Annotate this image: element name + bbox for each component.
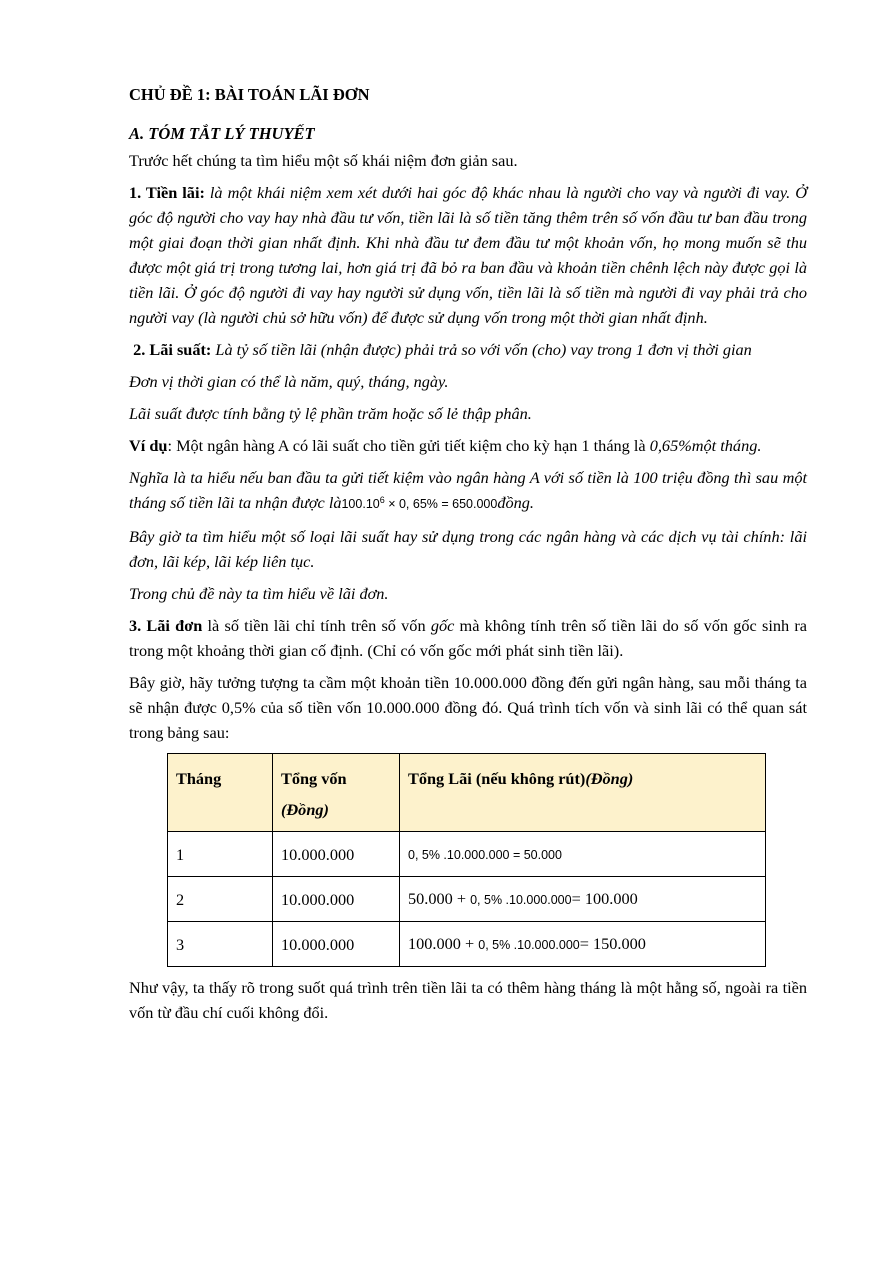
formula-rest: × 0, 65% = 650.000 — [384, 497, 498, 511]
header-capital-unit: (Đồng) — [281, 800, 329, 819]
table-row — [168, 832, 766, 877]
formula-interest — [341, 494, 498, 511]
cell-interest-formula: 0, 5% .10.000.000 = 50.000 — [408, 847, 562, 862]
formula-exponent: 6 — [379, 494, 385, 505]
cell-interest-post: = 150.000 — [579, 933, 646, 953]
paragraph-meaning — [129, 465, 807, 517]
header-capital-label: Tổng vốn — [281, 769, 347, 788]
formula-base: 100.10 — [341, 497, 380, 511]
cell-interest-pre: 50.000 + — [408, 888, 471, 908]
cell-month: 3 — [168, 922, 273, 967]
paragraph-rate-calc: Lãi suất được tính bằng tỷ lệ phần trăm hoặc số lẻ thập phân. — [129, 404, 532, 423]
cell-capital: 10.000.000 — [273, 877, 400, 922]
text-goc: gốc — [430, 616, 455, 635]
cell-month: 1 — [168, 832, 273, 877]
text-simple-interest-1: là số tiền lãi chỉ tính trên số vốn — [202, 616, 431, 635]
paragraph-this-topic: Trong chủ đề này ta tìm hiểu về lãi đơn. — [129, 584, 389, 603]
table-header-row — [168, 754, 766, 832]
text-meaning-end: đồng. — [497, 493, 534, 512]
header-capital — [273, 754, 400, 832]
text-rate: Là tỷ số tiền lãi (nhận được) phải trả so với vốn (cho) vay trong 1 đơn vị thời gian — [211, 340, 752, 359]
cell-interest — [400, 922, 766, 967]
header-interest-label: Tổng Lãi (nếu không rút) — [408, 769, 586, 788]
paragraph-example — [129, 433, 807, 458]
cell-interest — [400, 877, 766, 922]
paragraph-now-learn: Bây giờ ta tìm hiểu một số loại lãi suất hay sử dụng trong các ngân hàng và các dịch vụ tài chính: lãi đơn, lãi kép, lãi kép liên tục. — [129, 527, 807, 571]
cell-interest-post: = 100.000 — [571, 888, 638, 908]
text-meaning: Nghĩa là ta hiểu nếu ban đầu ta gửi tiết kiệm vào ngân hàng A với số tiền là 100 triệu đồng thì sau một tháng số tiền lãi ta nhận được là — [129, 468, 807, 512]
paragraph-conclusion: Như vậy, ta thấy rõ trong suốt quá trình trên tiền lãi ta có thêm hàng tháng là một hằng số, ngoài ra tiền vốn từ đầu chí cuối không đổi. — [129, 978, 807, 1022]
interest-table — [167, 753, 766, 967]
table-row — [168, 877, 766, 922]
document-page — [129, 82, 807, 1032]
header-month: Tháng — [168, 754, 273, 832]
table-row — [168, 922, 766, 967]
paragraph-imagine: Bây giờ, hãy tưởng tượng ta cầm một khoản tiền 10.000.000 đồng đến gửi ngân hàng, sau mỗi tháng ta sẽ nhận được 0,5% của số tiền vốn 10.000.000 đồng đó. Quá trình tích vốn và sinh lãi có thể quan sát trong bảng sau: — [129, 673, 807, 742]
paragraph-interest — [129, 180, 807, 330]
cell-month: 2 — [168, 877, 273, 922]
cell-interest-pre: 100.000 + — [408, 933, 479, 953]
text-example: : Một ngân hàng A có lãi suất cho tiền gửi tiết kiệm cho kỳ hạn 1 tháng là — [167, 436, 650, 455]
text-simple-interest-2: mà không tính trên số tiền lãi do số vốn gốc sinh ra trong một khoảng thời gian cố định. (Chỉ có vốn gốc mới phát sinh tiền lãi). — [129, 616, 808, 660]
cell-capital: 10.000.000 — [273, 832, 400, 877]
cell-interest — [400, 832, 766, 877]
paragraph-time-units: Đơn vị thời gian có thể là năm, quý, tháng, ngày. — [129, 372, 449, 391]
label-rate: 2. Lãi suất: — [133, 340, 212, 359]
label-interest: 1. Tiền lãi: — [129, 183, 205, 202]
label-example: Ví dụ — [129, 436, 168, 455]
label-simple-interest: 3. Lãi đơn — [129, 616, 203, 635]
example-rate: 0,65%một tháng. — [649, 436, 762, 455]
cell-interest-formula: 0, 5% .10.000.000 — [478, 937, 580, 952]
intro-paragraph: Trước hết chúng ta tìm hiểu một số khái niệm đơn giản sau. — [129, 151, 518, 170]
paragraph-simple-interest — [129, 613, 807, 663]
document-title: CHỦ ĐỀ 1: BÀI TOÁN LÃI ĐƠN — [129, 85, 370, 104]
cell-interest-formula: 0, 5% .10.000.000 — [470, 892, 572, 907]
header-interest — [400, 754, 766, 832]
cell-capital: 10.000.000 — [273, 922, 400, 967]
text-interest: là một khái niệm xem xét dưới hai góc độ khác nhau là người cho vay và người đi vay. Ở góc độ người cho vay hay nhà đầu tư vốn, tiền lãi là số tiền tăng thêm trên số vốn đầu tư ban đầu trong một giai đoạn thời gian nhất định. Khi nhà đầu tư đem đầu tư một khoản vốn, họ mong muốn sẽ thu được một giá trị trong tương lai, hơn giá trị đã bỏ ra ban đầu và khoản tiền chênh lệch này được gọi là tiền lãi. Ở góc độ người đi vay hay người sử dụng vốn, tiền lãi là số tiền mà người đi vay phải trả cho người vay (là người chủ sở hữu vốn) để được sử dụng vốn trong một thời gian nhất định. — [129, 183, 807, 327]
paragraph-rate — [129, 337, 807, 362]
section-heading-a: A. TÓM TẮT LÝ THUYẾT — [129, 124, 315, 143]
header-interest-unit: (Đồng) — [585, 769, 634, 788]
